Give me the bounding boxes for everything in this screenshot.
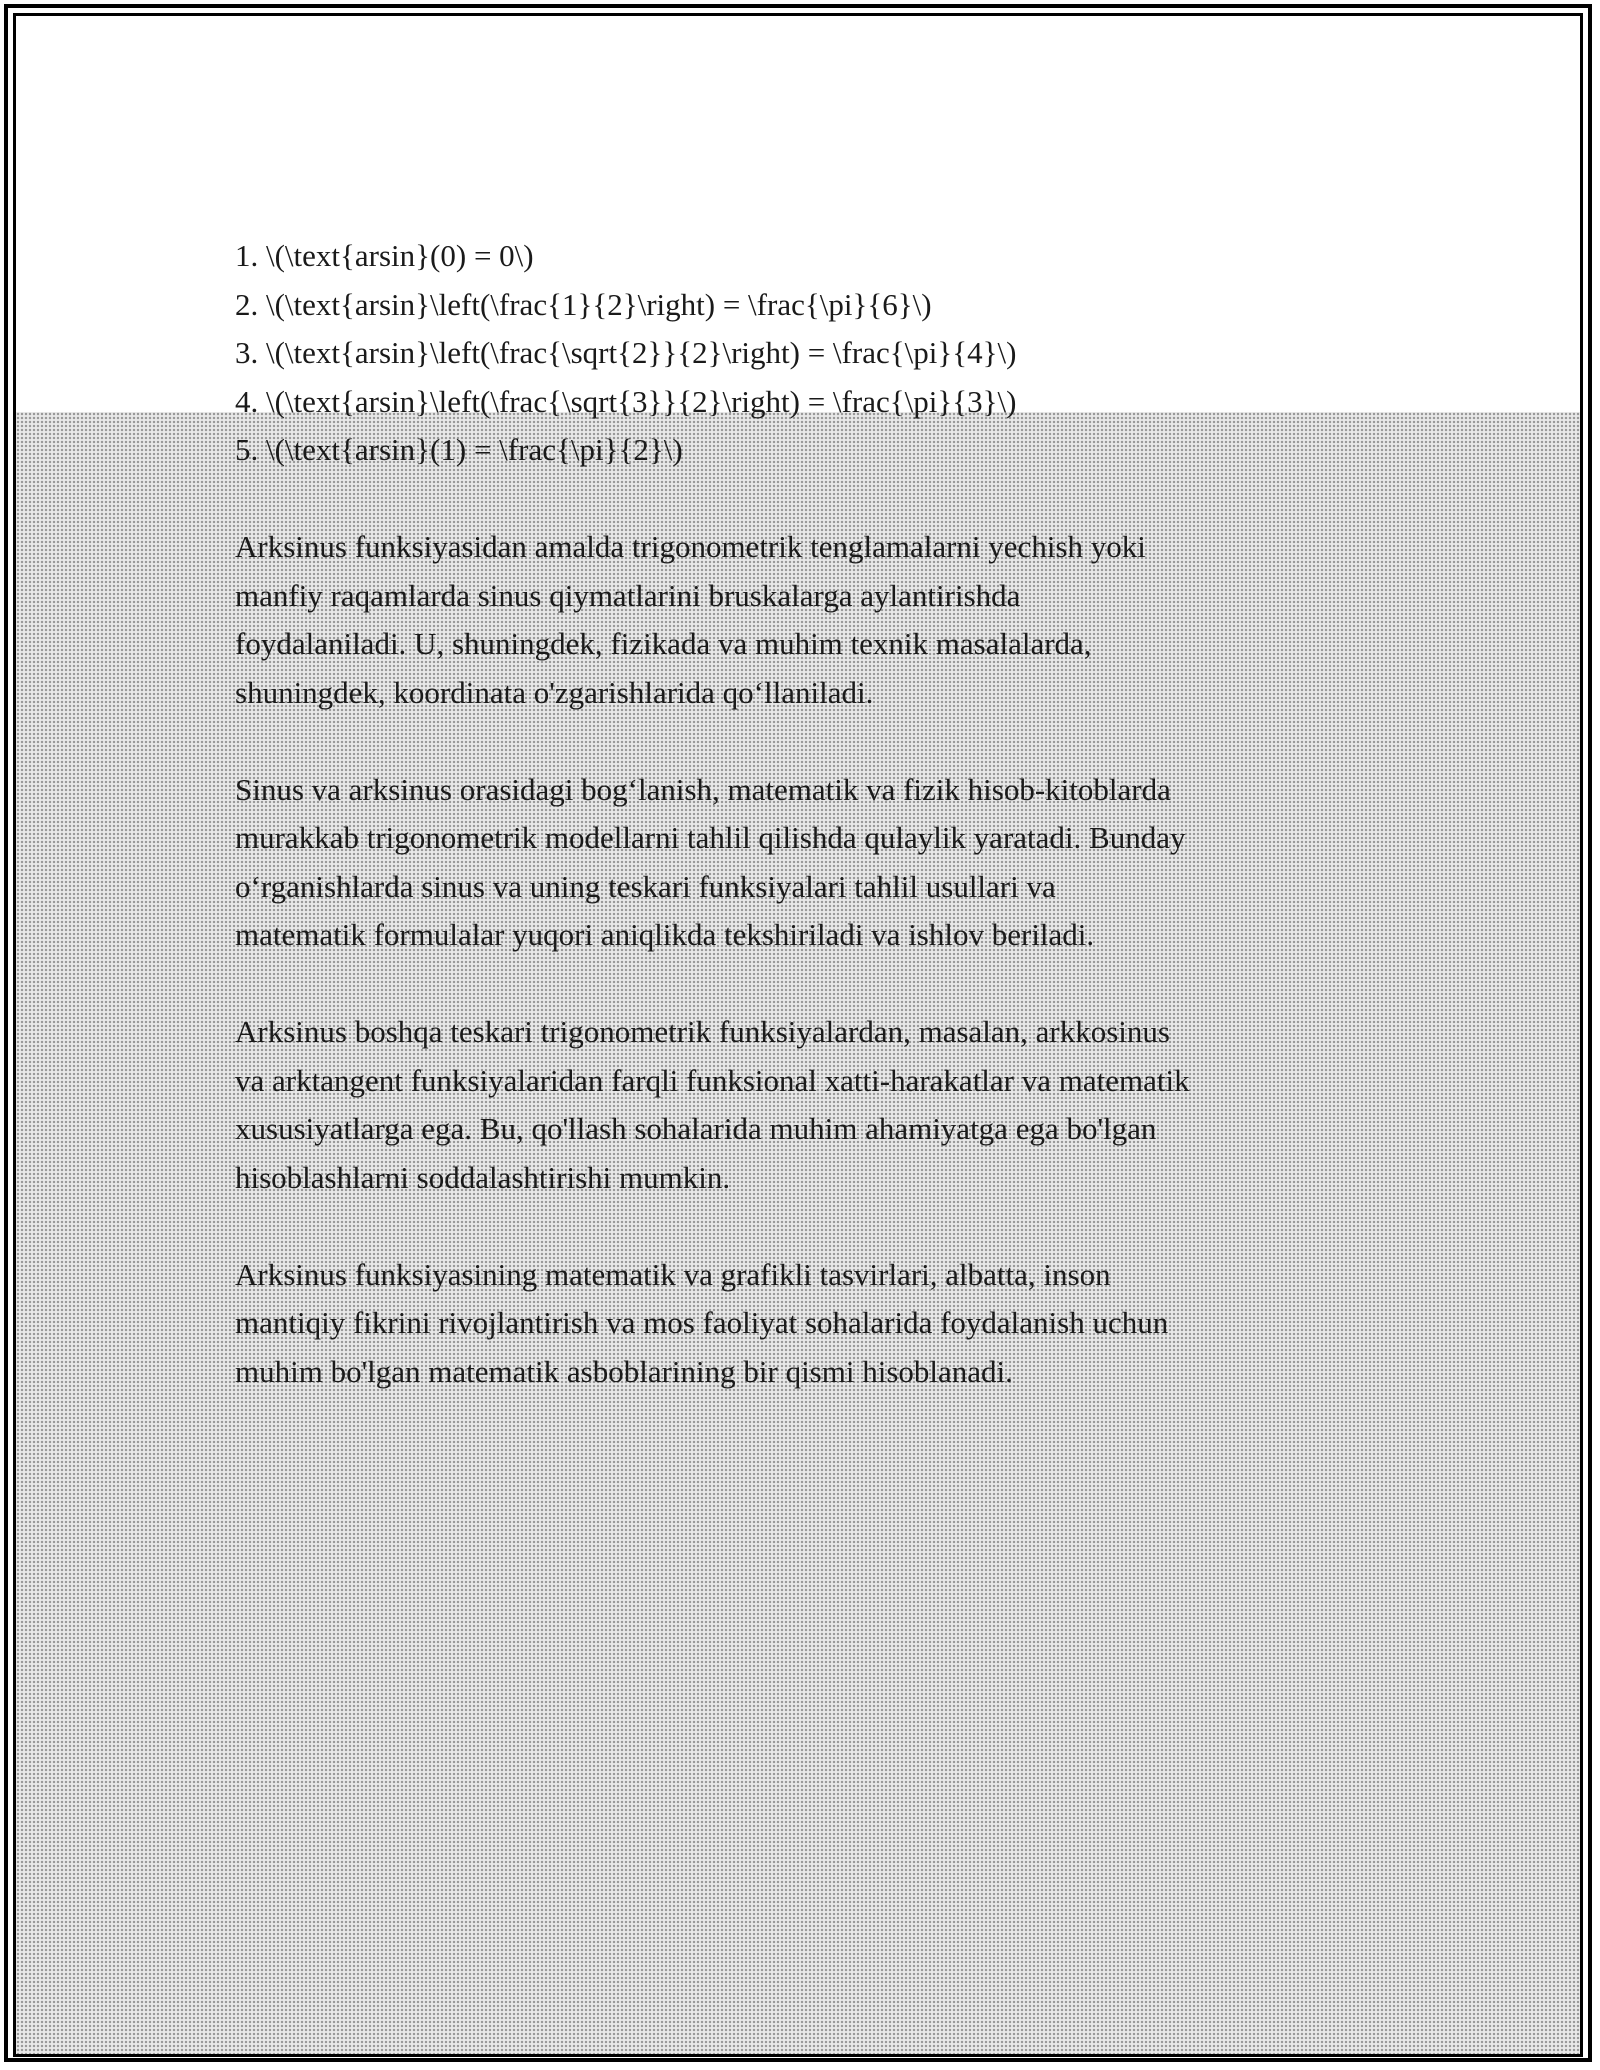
text-line: Arksinus funksiyasidan amalda trigonometrik tenglamalarni yechish yoki: [235, 529, 1146, 564]
formula-item: 3. \(\text{arsin}\left(\frac{\sqrt{2}}{2}\right) = \frac{\pi}{4}\): [235, 335, 1017, 370]
formula-item: 1. \(\text{arsin}(0) = 0\): [235, 238, 534, 273]
text-line: va arktangent funksiyalaridan farqli funksional xatti-harakatlar va matematik: [235, 1062, 1190, 1098]
text-line: Sinus va arksinus orasidagi bogʻlanish, matematik va fizik hisob-kitoblarda: [235, 771, 1171, 807]
text-line: shuningdek, koordinata o'zgarishlarida qoʻllaniladi.: [235, 674, 874, 710]
text-line: hisoblashlarni soddalashtirishi mumkin.: [235, 1159, 731, 1195]
text-line: Arksinus boshqa teskari trigonometrik funksiyalardan, masalan, arkkosinus: [235, 1014, 1170, 1049]
paragraph-comparison: [235, 1008, 1375, 1202]
text-line: muhim bo'lgan matematik asboblarining bir qismi hisoblanadi.: [235, 1353, 1013, 1389]
formula-item: 2. \(\text{arsin}\left(\frac{1}{2}\right) = \frac{\pi}{6}\): [235, 286, 932, 322]
text-line: mantiqiy fikrini rivojlantirish va mos faoliyat sohalarida foydalanish uchun: [235, 1305, 1169, 1340]
text-line: foydalaniladi. U, shuningdek, fizikada va muhim texnik masalalarda,: [235, 626, 1092, 661]
text-line: murakkab trigonometrik modellarni tahlil qilishda qulaylik yaratadi. Bunday: [235, 820, 1186, 855]
text-line: manfiy raqamlarda sinus qiymatlarini bruskalarga aylantirishda: [235, 577, 1021, 613]
paragraph-applications: [235, 523, 1375, 717]
paragraph-relationship: [235, 766, 1375, 960]
text-line: matematik formulalar yuqori aniqlikda tekshiriladi va ishlov beriladi.: [235, 917, 1095, 952]
text-line: oʻrganishlarda sinus va uning teskari funksiyalari tahlil usullari va: [235, 868, 1056, 904]
text-line: xususiyatlarga ega. Bu, qo'llash sohalarida muhim ahamiyatga ega bo'lgan: [235, 1111, 1157, 1146]
paragraph-conclusion: [235, 1251, 1375, 1397]
document-body: [235, 232, 1375, 1396]
formula-item: 5. \(\text{arsin}(1) = \frac{\pi}{2}\): [235, 432, 683, 467]
formula-list: [235, 232, 1375, 475]
text-line: Arksinus funksiyasining matematik va grafikli tasvirlari, albatta, inson: [235, 1256, 1111, 1292]
formula-item: 4. \(\text{arsin}\left(\frac{\sqrt{3}}{2}\right) = \frac{\pi}{3}\): [235, 383, 1017, 419]
